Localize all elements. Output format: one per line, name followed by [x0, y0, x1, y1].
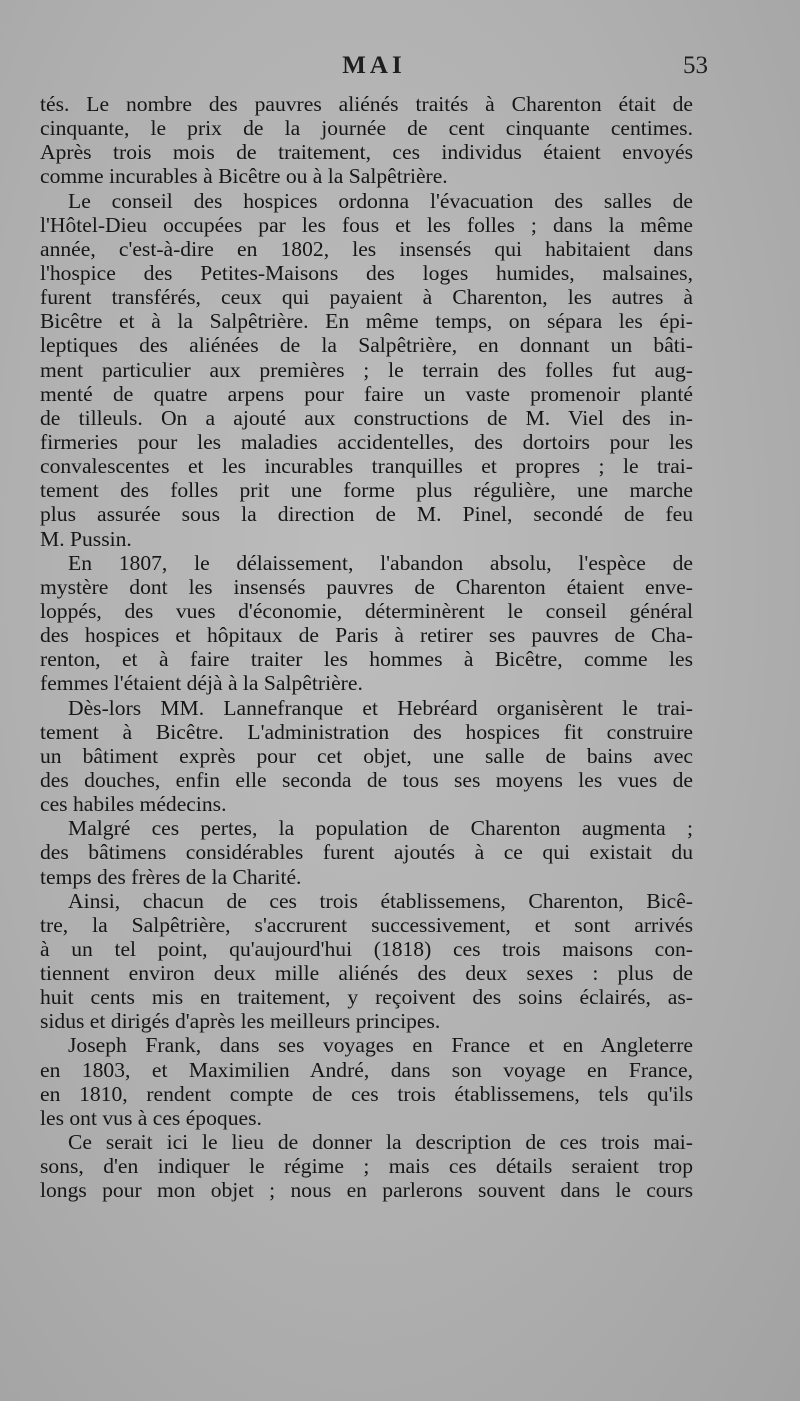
text-line: tre, la Salpêtrière, s'accrurent successivement, et sont arrivés: [40, 912, 693, 937]
text-line: à un tel point, qu'aujourd'hui (1818) ces trois maisons con-: [40, 936, 693, 961]
text-line: des hospices et hôpitaux de Paris à retirer ses pauvres de Cha-: [40, 623, 693, 648]
text-line: Joseph Frank, dans ses voyages en France et en Angleterre: [68, 1033, 693, 1058]
text-line: cinquante, le prix de la journée de cent cinquante centimes.: [40, 116, 693, 141]
text-line: Le conseil des hospices ordonna l'évacuation des salles de: [68, 188, 693, 213]
running-head: MAI: [342, 52, 406, 79]
text-line: loppés, des vues d'économie, déterminèrent le conseil général: [40, 598, 693, 623]
text-line: sons, d'en indiquer le régime ; mais ces détails seraient trop: [40, 1154, 693, 1179]
text-line: renton, et à faire traiter les hommes à Bicêtre, comme les: [40, 647, 693, 672]
text-line: ces habiles médecins.: [40, 792, 227, 817]
text-line: femmes l'étaient déjà à la Salpêtrière.: [40, 671, 363, 696]
text-line: les ont vus à ces époques.: [40, 1105, 262, 1130]
text-line: sidus et dirigés d'après les meilleurs principes.: [40, 1009, 441, 1034]
text-line: des bâtimens considérables furent ajoutés à ce qui existait du: [40, 840, 693, 865]
text-line: en 1810, rendent compte de ces trois établissemens, tels qu'ils: [40, 1081, 693, 1106]
text-line: firmeries pour les maladies accidentelles, des dortoirs pour les: [40, 429, 693, 454]
text-line: En 1807, le délaissement, l'abandon absolu, l'espèce de: [68, 550, 693, 575]
text-line: tiennent environ deux mille aliénés des deux sexes : plus de: [40, 961, 693, 986]
page-number: 53: [683, 52, 708, 79]
text-line: M. Pussin.: [40, 526, 132, 551]
text-line: convalescentes et les incurables tranquilles et propres ; le trai-: [40, 454, 693, 479]
text-line: Bicêtre et à la Salpêtrière. En même temps, on sépara les épi-: [40, 309, 693, 334]
text-line: longs pour mon objet ; nous en parlerons souvent dans le cours: [40, 1178, 693, 1203]
paragraph: [40, 1033, 693, 1130]
paragraph: [40, 1130, 693, 1202]
paragraph: [40, 816, 693, 888]
text-line: tement à Bicêtre. L'administration des hospices fit construire: [40, 719, 693, 744]
text-line: en 1803, et Maximilien André, dans son voyage en France,: [40, 1057, 693, 1082]
text-line: Malgré ces pertes, la population de Charenton augmenta ;: [68, 816, 693, 841]
text-line: temps des frères de la Charité.: [40, 864, 302, 889]
text-line: un bâtiment exprès pour cet objet, une salle de bains avec: [40, 743, 693, 768]
text-line: comme incurables à Bicêtre ou à la Salpêtrière.: [40, 164, 448, 189]
paragraph: [40, 551, 693, 696]
paragraph: [40, 189, 693, 551]
text-line: tement des folles prit une forme plus régulière, une marche: [40, 478, 693, 503]
text-line: tés. Le nombre des pauvres aliénés traités à Charenton était de: [40, 92, 693, 116]
body-text: [40, 92, 693, 1202]
paragraph: [40, 92, 693, 189]
text-line: plus assurée sous la direction de M. Pinel, secondé de feu: [40, 502, 693, 527]
text-line: Ainsi, chacun de ces trois établissemens, Charenton, Bicê-: [68, 888, 693, 913]
paragraph: [40, 696, 693, 817]
text-line: Ce serait ici le lieu de donner la description de ces trois mai-: [68, 1130, 693, 1155]
text-line: leptiques des aliénées de la Salpêtrière, en donnant un bâti-: [40, 333, 693, 358]
page-header: [40, 52, 708, 92]
text-line: année, c'est-à-dire en 1802, les insensés qui habitaient dans: [40, 236, 693, 261]
text-line: ment particulier aux premières ; le terrain des folles fut aug-: [40, 357, 693, 382]
text-line: des douches, enfin elle seconda de tous ses moyens les vues de: [40, 767, 693, 792]
text-line: l'hospice des Petites-Maisons des loges humides, malsaines,: [40, 260, 693, 285]
paragraph: [40, 889, 693, 1034]
text-line: menté de quatre arpens pour faire un vaste promenoir planté: [40, 381, 693, 406]
text-line: huit cents mis en traitement, y reçoivent des soins éclairés, as-: [40, 985, 693, 1010]
text-line: Après trois mois de traitement, ces individus étaient envoyés: [40, 140, 693, 165]
text-line: de tilleuls. On a ajouté aux constructions de M. Viel des in-: [40, 405, 693, 430]
text-line: furent transférés, ceux qui payaient à Charenton, les autres à: [40, 285, 693, 310]
text-line: l'Hôtel-Dieu occupées par les fous et les folles ; dans la même: [40, 212, 693, 237]
text-line: Dès-lors MM. Lannefranque et Hebréard organisèrent le trai-: [68, 695, 693, 720]
text-line: mystère dont les insensés pauvres de Charenton étaient enve-: [40, 574, 693, 599]
